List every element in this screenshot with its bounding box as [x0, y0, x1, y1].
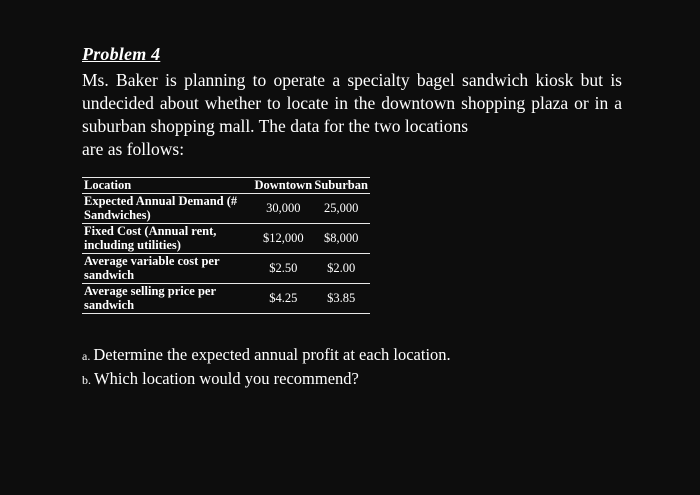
- question-text-a: Determine the expected annual profit at each location.: [93, 344, 451, 364]
- questions-list: [82, 344, 628, 391]
- row-value-suburban: $3.85: [312, 283, 370, 313]
- table-header-row: [82, 177, 370, 193]
- row-value-downtown: $2.50: [254, 253, 312, 283]
- row-value-suburban: 25,000: [312, 193, 370, 223]
- question-marker-b: b.: [82, 372, 91, 387]
- row-value-suburban: $8,000: [312, 223, 370, 253]
- problem-statement-last-line: are as follows:: [82, 138, 185, 159]
- table-row: [82, 283, 370, 313]
- row-label: Fixed Cost (Annual rent, including utilities): [82, 223, 254, 253]
- table-row: [82, 253, 370, 283]
- column-header-location: Location: [82, 177, 254, 193]
- table-row: [82, 193, 370, 223]
- row-label: Expected Annual Demand (# Sandwiches): [82, 193, 254, 223]
- question-item-b: [82, 368, 628, 391]
- question-item-a: [82, 344, 628, 367]
- page-title: Problem 4: [82, 44, 161, 64]
- table-row: [82, 223, 370, 253]
- row-value-downtown: $12,000: [254, 223, 312, 253]
- row-label: Average selling price per sandwich: [82, 283, 254, 313]
- row-label: Average variable cost per sandwich: [82, 253, 254, 283]
- row-value-suburban: $2.00: [312, 253, 370, 283]
- row-value-downtown: $4.25: [254, 283, 312, 313]
- location-data-table: [82, 177, 370, 314]
- problem-statement: [82, 69, 622, 161]
- question-marker-a: a.: [82, 348, 91, 363]
- row-value-downtown: 30,000: [254, 193, 312, 223]
- column-header-downtown: Downtown: [254, 177, 313, 192]
- question-text-b: Which location would you recommend?: [94, 368, 359, 388]
- column-header-suburban: Suburban: [312, 177, 370, 193]
- problem-statement-body: Ms. Baker is planning to operate a specialty bagel sandwich kiosk but is undecided about whether to locate in the downtown shopping plaza or in a suburban shopping mall. The data for the two locations: [82, 69, 622, 136]
